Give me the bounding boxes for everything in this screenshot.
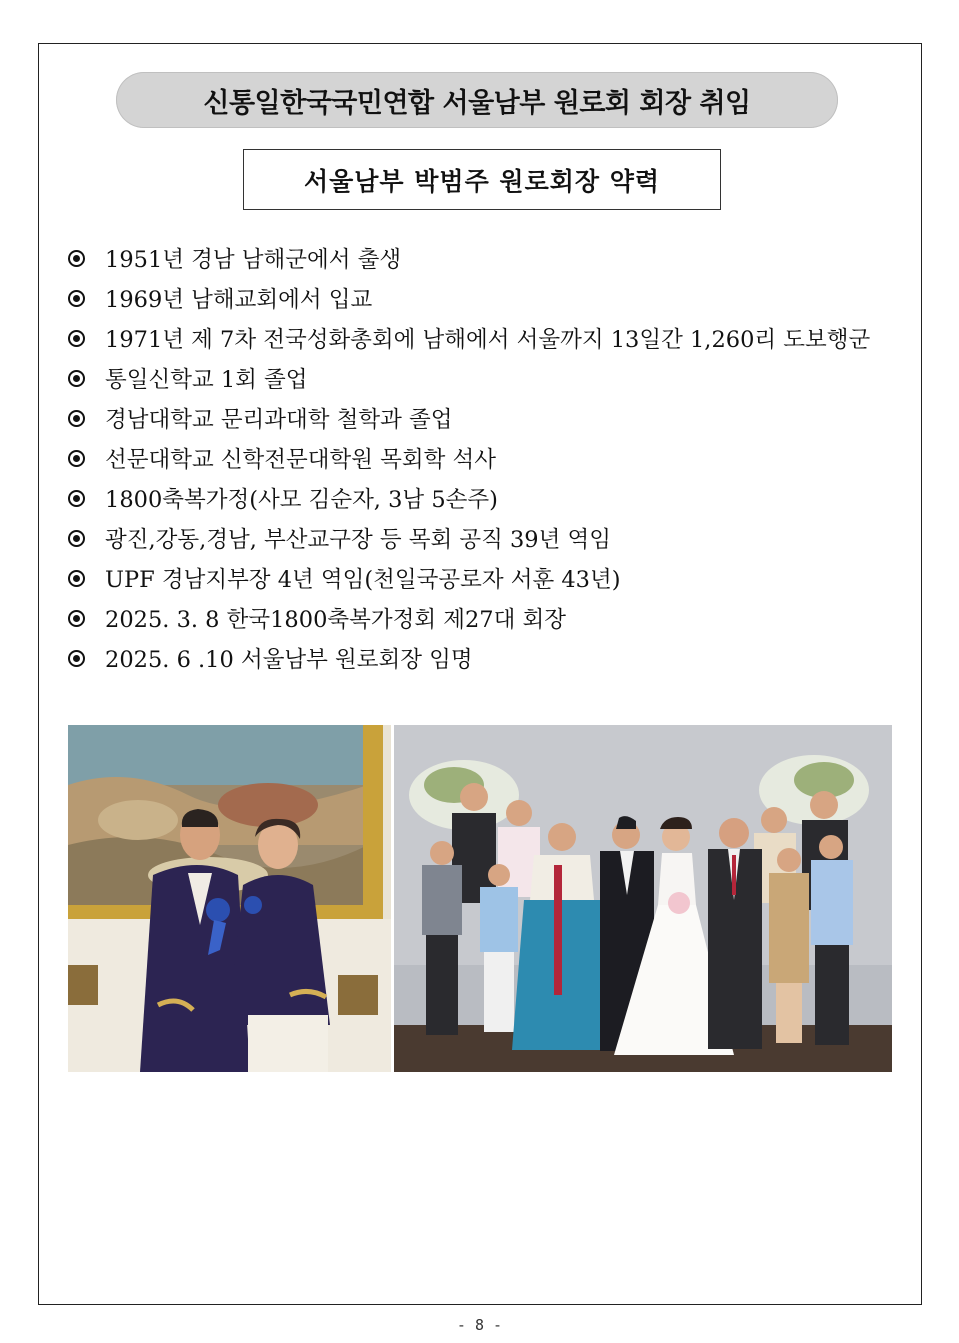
bullet-icon: [68, 410, 85, 427]
subtitle-box: [243, 149, 721, 210]
subtitle: 서울남부 박범주 원로회장 약력: [303, 166, 661, 196]
bullet-icon: [68, 290, 85, 307]
career-item: 1951년 경남 남해군에서 출생: [64, 238, 870, 278]
bullet-icon: [68, 370, 85, 387]
bullet-icon: [68, 250, 85, 267]
title-banner: [116, 72, 838, 128]
career-item: 2025. 6 .10 서울남부 원로회장 임명: [64, 638, 870, 678]
career-item: 1971년 제 7차 전국성화총회에 남해에서 서울까지 13일간 1,260리 도보행군: [64, 318, 870, 358]
career-item: 광진,강동,경남, 부산교구장 등 목회 공직 39년 역임: [64, 518, 870, 558]
career-item: 2025. 3. 8 한국1800축복가정회 제27대 회장: [64, 598, 870, 638]
bullet-icon: [68, 450, 85, 467]
career-item: 경남대학교 문리과대학 철학과 졸업: [64, 398, 870, 438]
family-wedding-photo: [394, 725, 892, 1072]
bullet-icon: [68, 330, 85, 347]
banner-title: 신통일한국국민연합 서울남부 원로회 회장 취임: [203, 87, 751, 119]
bullet-icon: [68, 570, 85, 587]
couple-photo: [68, 725, 391, 1072]
career-item: 1800축복가정(사모 김순자, 3남 5손주): [64, 478, 870, 518]
career-item: 통일신학교 1회 졸업: [64, 358, 870, 398]
bullet-icon: [68, 530, 85, 547]
career-list: [64, 238, 870, 678]
career-item: 선문대학교 신학전문대학원 목회학 석사: [64, 438, 870, 478]
bullet-icon: [68, 490, 85, 507]
bullet-icon: [68, 610, 85, 627]
page-number: - 8 -: [456, 1316, 503, 1334]
career-item: UPF 경남지부장 4년 역임(천일국공로자 서훈 43년): [64, 558, 870, 598]
career-item: 1969년 남해교회에서 입교: [64, 278, 870, 318]
bullet-icon: [68, 650, 85, 667]
